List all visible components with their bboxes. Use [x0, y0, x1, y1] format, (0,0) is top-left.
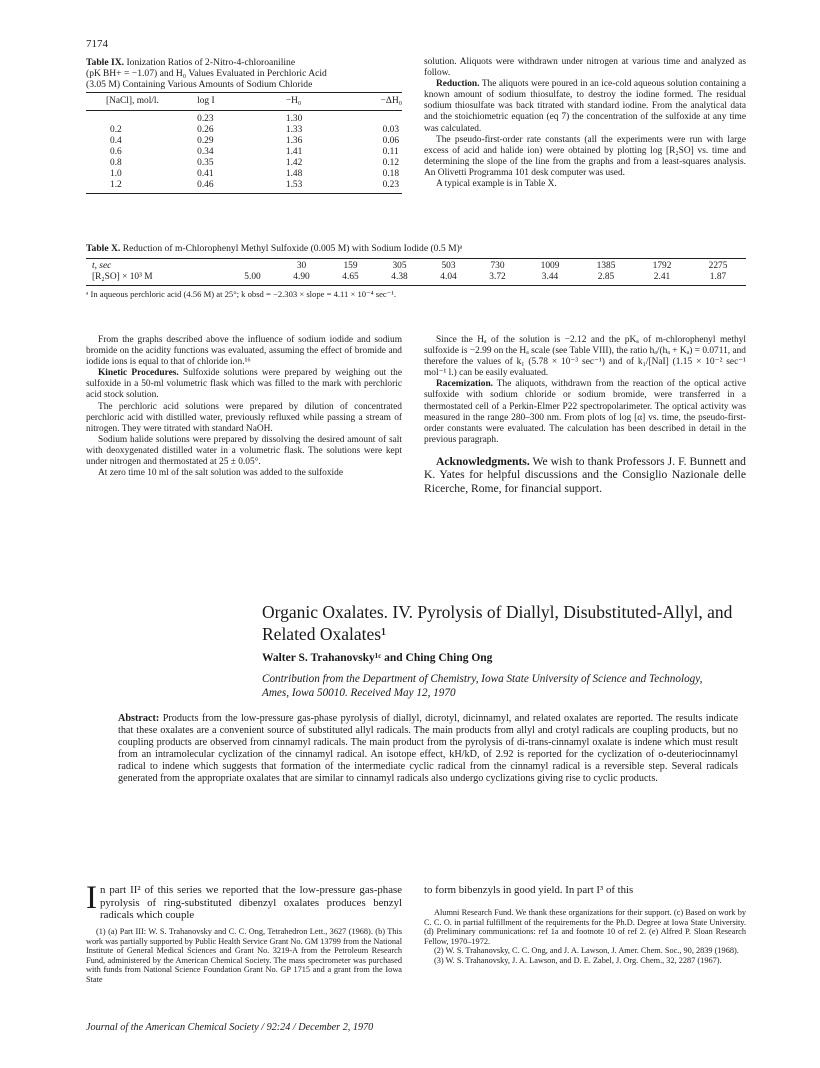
reduction-heading: Reduction.	[436, 79, 480, 90]
footnote: Alumni Research Fund. We thank these organizations for their support. (c) Based on work by C. C. O. in partial fulfillment of the requirements for the Ph.D. Degree at Iowa State University. (d) Preliminary communications: ref 1a and footnote 10 of ref 2. (e) Alfred P. Sloan Research Fellow, 1970–1972.	[424, 908, 746, 946]
table-cell: 1.33	[285, 124, 303, 135]
table-ix-header: −H₀	[285, 95, 302, 106]
table-cell: 0.18	[382, 168, 400, 179]
table-cell: 0.29	[197, 135, 214, 146]
table-cell: 1.30	[285, 113, 303, 124]
table-cell: 1385	[596, 261, 616, 272]
table-x	[86, 243, 746, 300]
paragraph: Sodium halide solutions were prepared by dissolving the desired amount of salt with deoxygenated distilled water in a volumetric flask. The solutions were kept under nitrogen and thermostated at 25 ± 0.05°.	[86, 434, 402, 468]
table-row	[86, 110, 402, 125]
paragraph: A typical example is in Table X.	[436, 179, 557, 190]
journal-footer: Journal of the American Chemical Society / 92:24 / December 2, 1970	[86, 1022, 374, 1033]
table-row	[86, 158, 402, 169]
table-cell: 305	[392, 261, 407, 272]
table-cell: 0.46	[197, 179, 214, 190]
table-row	[86, 136, 402, 147]
table-x-row-label: t, sec	[92, 261, 112, 272]
table-x-caption	[86, 243, 746, 254]
table-cell: 1.48	[285, 168, 303, 179]
paragraph: The pseudo-first-order rate constants (all the experiments were run with large excess of acid and halide ion) were obtained by plotting log [R₂SO] vs. time and determining the slope of the line from the graphs and from a least-squares analysis. An Olivetti Programma 101 desk computer was used.	[424, 134, 746, 178]
table-ix-header: [NaCl], mol/l.	[106, 95, 159, 106]
table-cell: 0.35	[197, 157, 214, 168]
table-row	[86, 147, 402, 158]
table-cell: 4.04	[440, 272, 457, 283]
table-cell: 1009	[540, 261, 560, 272]
kinetic-text: Sulfoxide solutions were prepared by weighing out the sulfoxide in a 50-ml volumetric flask which was filled to the mark with perchloric acid stock solution.	[86, 368, 402, 401]
paragraph: Since the Hₐ of the solution is −2.12 and the pKₐ of m-chlorophenyl methyl sulfoxide is −2.99 on the Hₐ scale (see Table VIII), the ratio hₐ/(hₐ + Kₐ) = 0.0711, and therefore the values of k₁ (5.78 × 10⁻³ sec⁻¹) and of k₁/[NaI] (1.15 × 10⁻² sec⁻¹ mol⁻¹ l.) can be easily evaluated.	[424, 335, 746, 379]
table-cell: 0.6	[110, 146, 122, 157]
table-cell: 2.85	[597, 272, 615, 283]
table-ix-label: Table IX.	[86, 57, 125, 68]
intro-left	[86, 880, 402, 922]
table-ix-caption	[86, 57, 402, 91]
table-row	[86, 169, 402, 180]
paragraph	[424, 455, 746, 496]
article-title: Organic Oxalates. IV. Pyrolysis of Diallyl, Disubstituted-Allyl, and Related Oxalates¹	[262, 602, 733, 644]
table-cell: 2275	[708, 261, 728, 272]
drop-cap: I	[86, 880, 97, 916]
table-ix-caption-line: (3.05 M) Containing Various Amounts of Sodium Chloride	[86, 79, 313, 91]
abstract	[118, 713, 738, 784]
table-x-row-concentration	[86, 272, 746, 286]
middle-left-column	[86, 335, 402, 479]
paragraph: From the graphs described above the influence of sodium iodide and sodium bromide on the acidity functions was evaluated, assuming the effect of bromide and iodide ions is equal to that of chloride ion.¹⁶	[86, 335, 402, 368]
table-cell: 4.65	[342, 272, 359, 283]
abstract-text: Products from the low-pressure gas-phase pyrolysis of diallyl, dicrotyl, dicinnamyl, and related oxalates are reported. The results indicate that these oxalates are a convenient source of substituted allyl radicals. The main products from allyl and crotyl radicals are coupling products, but no coupling products are observed from cinnamyl radicals. The main product from the pyrolysis of di-trans-cinnamyl oxalate is indene which must result from an intramolecular cyclization of the cinnamyl radical. An isotope effect, kH/kD, of 2.92 is reported for the cyclization of o-deuteriocinnamyl radical to indene which suggests that formation of the intermediate cyclic radical from the cinnamyl radical is a reversible step. Several radicals generated from the appropriate oxalates that are similar to cinnamyl radicals also undergo cyclizations giving rise to cyclic products.	[118, 713, 739, 784]
table-ix	[86, 57, 402, 195]
paragraph: At zero time 10 ml of the salt solution was added to the sulfoxide	[98, 468, 344, 479]
footnote: (3) W. S. Trahanovsky, J. A. Lawson, and D. E. Zabel, J. Org. Chem., 32, 2287 (1967).	[434, 955, 722, 965]
table-cell: 0.2	[110, 124, 122, 135]
article-affiliation: Contribution from the Department of Chemistry, Iowa State University of Science and Technology, Ames, Iowa 50010. Received May 12, 1970	[262, 673, 703, 699]
acknowledgments-text: We wish to thank Professors J. F. Bunnett and K. Yates for helpful discussions and the Consiglio Nazionale delle Ricerche, Rome, for financial support.	[424, 454, 746, 495]
reduction-text: The aliquots were poured in an ice-cold aqueous solution containing a known amount of sodium thiosulfate, to destroy the iodine formed. The residual sodium thiosulfate was back titrated with standard iodine. From the analytical data and the stoichiometric equation (eq 7) the concentration of the sulfoxide at any time was calculated.	[424, 79, 746, 134]
table-ix-caption-line: (pK BH+ = −1.07) and H₀ Values Evaluated in Perchloric Acid	[86, 68, 327, 80]
table-cell: 0.8	[110, 157, 122, 168]
table-cell: 1.2	[110, 179, 122, 190]
table-cell: 730	[490, 261, 505, 272]
table-cell: 1.42	[285, 157, 303, 168]
table-x-row-time	[86, 259, 746, 273]
table-ix-header: log I	[197, 95, 215, 106]
table-ix-grid	[86, 92, 402, 195]
table-cell: 0.23	[197, 113, 214, 124]
table-row	[86, 180, 402, 194]
table-cell: 0.12	[382, 157, 400, 168]
top-right-column	[424, 57, 746, 190]
table-cell: 1.0	[110, 168, 122, 179]
paragraph: solution. Aliquots were withdrawn under nitrogen at various time and analyzed as follow.	[424, 57, 746, 79]
table-row	[86, 125, 402, 136]
table-cell: 159	[343, 261, 358, 272]
footnotes-right	[424, 908, 746, 966]
table-ix-header: −ΔH₀	[380, 95, 402, 106]
table-cell: 3.44	[541, 272, 559, 283]
table-cell: 503	[441, 261, 456, 272]
paragraph	[424, 379, 746, 446]
table-cell: 0.11	[382, 146, 399, 157]
acknowledgments	[424, 455, 746, 496]
table-x-caption-text: Reduction of m-Chlorophenyl Methyl Sulfoxide (0.005 M) with Sodium Iodide (0.5 M)ᵃ	[122, 243, 463, 254]
table-x-label: Table X.	[86, 243, 121, 254]
table-ix-body	[86, 110, 402, 193]
table-cell: 0.06	[382, 135, 400, 146]
table-cell	[228, 259, 277, 273]
middle-right-column	[424, 335, 746, 495]
racemization-text: The aliquots, withdrawn from the reaction of the optical active sulfoxide with sodium chloride or sodium bromide, were transferred in a thermostated cell of a Perkin-Elmer P22 spectropolarimeter. The optical activity was measured in the range 280–300 nm. From plots of log [α] vs. time, the pseudo-first-order constants were evaluated. The calculation has been described in detail in the previous paragraph.	[424, 379, 746, 445]
article-authors: Walter S. Trahanovsky¹ᶜ and Ching Ching Ong	[262, 652, 493, 664]
table-cell: 2.41	[653, 272, 671, 283]
intro-text: n part II² of this series we reported that the low-pressure gas-phase pyrolysis of ring-substituted dibenzyl oxalates produces benzyl radicals which couple	[100, 884, 402, 922]
table-cell: 0.41	[197, 168, 214, 179]
table-cell: 1.53	[285, 179, 303, 190]
paragraph: The perchloric acid solutions were prepared by dilution of concentrated perchloric acid with distilled water, previously refluxed while passing a stream of nitrogen. They were titrated with standard NaOH.	[86, 401, 402, 434]
table-x-footnote: ᵃ In aqueous perchloric acid (4.56 M) at 25°; k obsd = −2.303 × slope = 4.11 × 10⁻⁴ sec⁻¹.	[86, 289, 396, 300]
page-number: 7174	[86, 38, 108, 50]
table-cell: 0.26	[197, 124, 214, 135]
table-cell: 3.72	[489, 272, 506, 283]
paragraph	[424, 79, 746, 134]
table-x-grid	[86, 258, 746, 287]
kinetic-heading: Kinetic Procedures.	[98, 368, 179, 379]
acknowledgments-heading: Acknowledgments.	[436, 454, 530, 468]
abstract-heading: Abstract:	[118, 713, 160, 724]
table-cell: 1.41	[285, 146, 303, 157]
table-cell	[363, 110, 402, 125]
footnote: (2) W. S. Trahanovsky, C. C. Ong, and J. A. Lawson, J. Amer. Chem. Soc., 90, 2839 (1968).	[434, 946, 739, 956]
footnotes-left	[86, 927, 402, 985]
table-cell: 1792	[652, 261, 672, 272]
table-cell: 1.87	[709, 272, 727, 283]
table-x-row-label: [R₂SO] × 10³ M	[92, 272, 153, 283]
table-cell: 4.90	[293, 272, 310, 283]
intro-right	[424, 884, 746, 897]
table-cell: 0.4	[110, 135, 122, 146]
table-cell: 4.38	[391, 272, 408, 283]
table-cell: 0.03	[382, 124, 400, 135]
intro-text: to form bibenzyls in good yield. In part I³ of this	[424, 884, 634, 896]
table-cell: 30	[296, 261, 307, 272]
table-cell: 1.36	[285, 135, 303, 146]
racemization-heading: Racemization.	[436, 379, 494, 390]
table-cell: 5.00	[244, 272, 261, 283]
table-cell	[86, 110, 175, 125]
table-cell: 0.23	[382, 179, 400, 190]
table-ix-caption-line: Ionization Ratios of 2-Nitro-4-chloroaniline	[126, 57, 296, 68]
footnote: (1) (a) Part III: W. S. Trahanovsky and C. C. Ong, Tetrahedron Lett., 3627 (1968). (b) This work was partially supported by Public Health Service Grant No. GM 13799 from the National Institute of General Medical Sciences and Grant No. 3219-A from the Petroleum Research Fund, administered by the American Chemical Society. The mass spectrometer was purchased with funds from National Science Foundation Grant No. GP 1715 and a grant from the Iowa State	[86, 927, 402, 984]
table-cell: 0.34	[197, 146, 214, 157]
paragraph	[86, 368, 402, 401]
